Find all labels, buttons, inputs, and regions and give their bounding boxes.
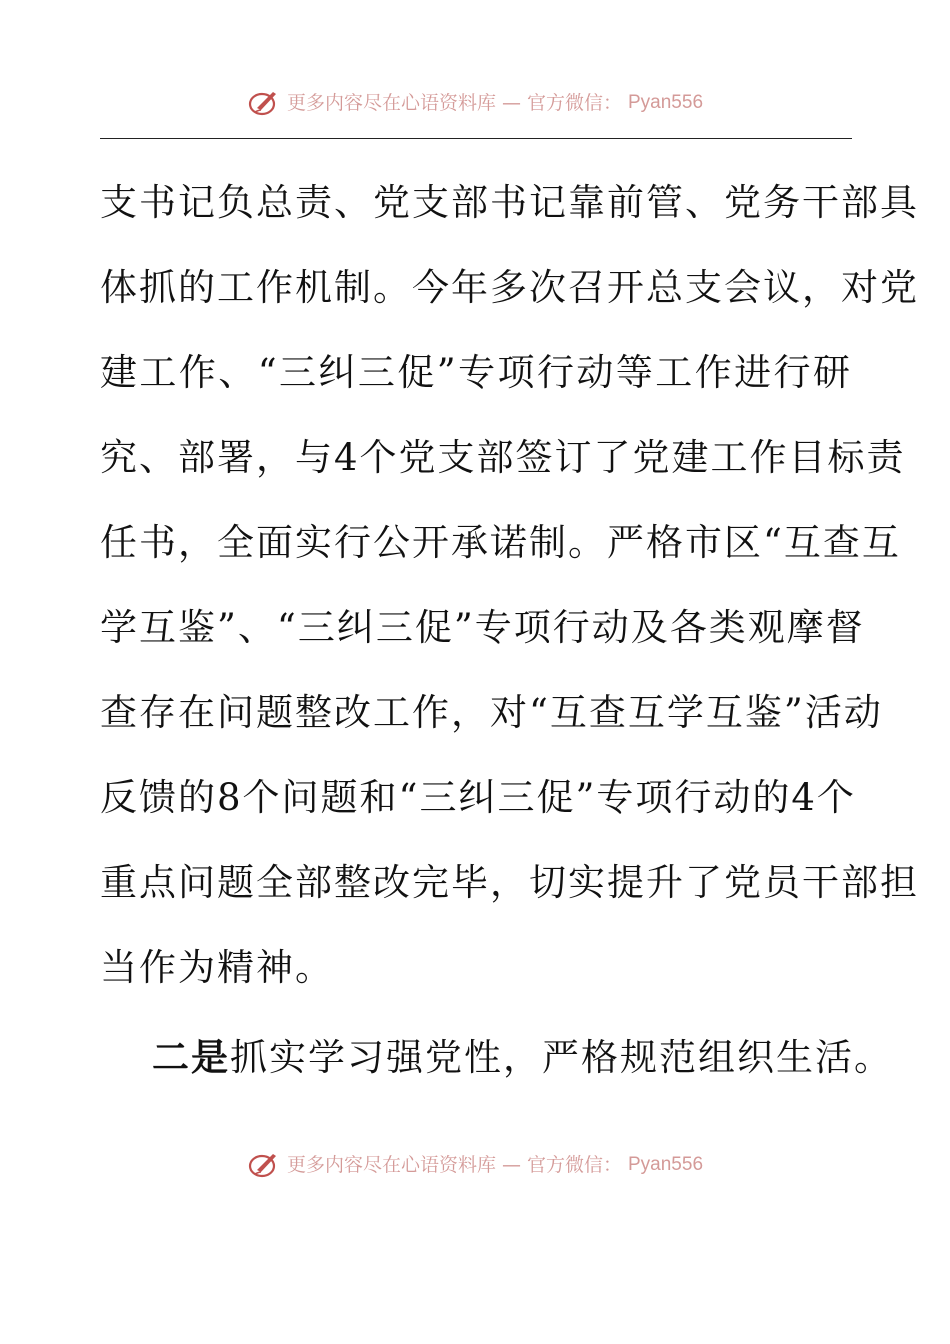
watermark-separator: — xyxy=(501,1154,521,1176)
watermark-separator: — xyxy=(501,92,521,114)
body-line: 反馈的8个问题和“三纠三促”专项行动的4个 xyxy=(100,776,856,819)
body-line: 当作为精神。 xyxy=(100,946,334,989)
header-watermark xyxy=(0,88,950,118)
body-line: 任书，全面实行公开承诺制。严格市区“互查互 xyxy=(100,521,901,564)
watermark-text: 更多内容尽在心语资料库 xyxy=(286,92,496,114)
header-rule xyxy=(100,138,852,139)
body-line: 体抓的工作机制。今年多次召开总支会议，对党 xyxy=(100,266,919,309)
body-line: 建工作、“三纠三促”专项行动等工作进行研 xyxy=(100,351,852,394)
body-line: 究、部署，与4个党支部签订了党建工作目标责 xyxy=(100,436,906,479)
paragraph-text: 抓实学习强党性，严格规范组织生活。 xyxy=(230,1036,893,1079)
body-line: 查存在问题整改工作，对“互查互学互鉴”活动 xyxy=(100,691,883,734)
watermark-wechat-id: Pyan556 xyxy=(628,1154,704,1175)
pen-logo-icon xyxy=(247,1150,281,1180)
watermark-label: 官方微信： xyxy=(526,1154,622,1176)
body-line: 学互鉴”、“三纠三促”专项行动及各类观摩督 xyxy=(100,606,865,649)
watermark-label: 官方微信： xyxy=(526,92,622,114)
footer-watermark xyxy=(0,1150,950,1180)
body-line: 支书记负总责、党支部书记靠前管、党务干部具 xyxy=(100,181,919,224)
section-heading-paragraph xyxy=(152,1015,893,1100)
body-paragraph xyxy=(100,160,919,1010)
watermark-text: 更多内容尽在心语资料库 xyxy=(286,1154,496,1176)
paragraph-lead: 二是 xyxy=(152,1036,230,1079)
pen-logo-icon xyxy=(247,88,281,118)
watermark-wechat-id: Pyan556 xyxy=(628,92,704,113)
body-line: 重点问题全部整改完毕，切实提升了党员干部担 xyxy=(100,861,919,904)
